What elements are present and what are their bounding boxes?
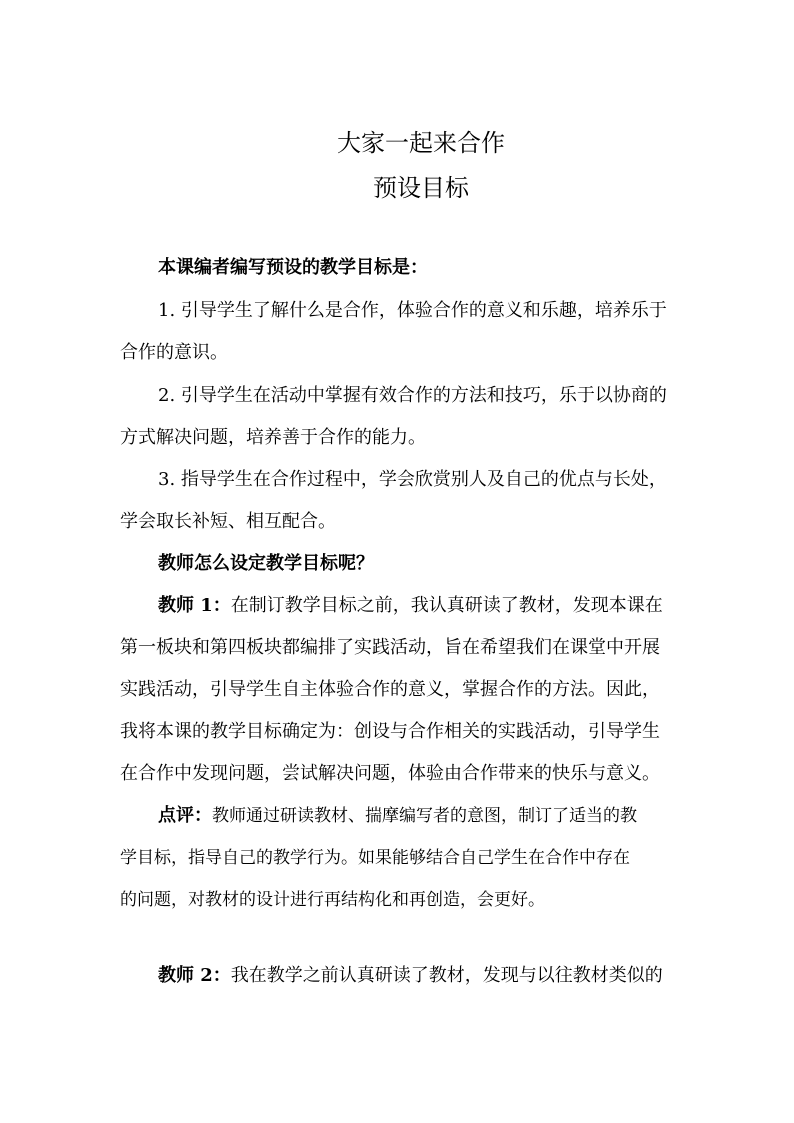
teacher1-line-3: 实践活动，引导学生自主体验合作的意义，掌握合作的方法。因此， [120, 679, 660, 700]
intro-heading: 本课编者编写预设的教学目标是： [158, 257, 428, 278]
goal-2-line-1: 2. 引导学生在活动中掌握有效合作的方法和技巧，乐于以协商的 [158, 385, 667, 406]
comment-text: 教师通过研读教材、揣摩编写者的意图，制订了适当的教 [212, 806, 637, 826]
teacher1-text: 在制订教学目标之前，我认真研读了教材，发现本课在 [230, 595, 663, 616]
goal-1-line-1: 1. 引导学生了解什么是合作，体验合作的意义和乐趣，培养乐于 [158, 300, 667, 321]
comment-line-1 [158, 804, 680, 828]
document-subtitle: 预设目标 [373, 174, 469, 202]
goal-3-line-1: 3. 指导学生在合作过程中，学会欣赏别人及自己的优点与长处， [158, 469, 667, 490]
document-title: 大家一起来合作 [337, 129, 505, 157]
comment-line-3: 的问题，对教材的设计进行再结构化和再创造，会更好。 [120, 890, 545, 910]
goal-1-line-2: 合作的意识。 [120, 342, 228, 363]
teacher2-label: 教师 2： [158, 965, 231, 986]
teacher1-line-1 [158, 594, 680, 618]
comment-label: 点评： [158, 805, 212, 826]
teacher2-line-1 [158, 964, 680, 988]
teacher1-line-2: 第一板块和第四板块都编排了实践活动，旨在希望我们在课堂中开展 [120, 637, 660, 658]
teacher2-text: 我在教学之前认真研读了教材，发现与以往教材类似的 [230, 965, 663, 986]
teacher1-line-4: 我将本课的教学目标确定为：创设与合作相关的实践活动，引导学生 [120, 721, 660, 742]
goal-2-line-2: 方式解决问题，培养善于合作的能力。 [120, 427, 426, 448]
comment-line-2: 学目标，指导自己的教学行为。如果能够结合自己学生在合作中存在 [120, 848, 630, 868]
question-heading: 教师怎么设定教学目标呢？ [158, 553, 374, 574]
goal-3-line-2: 学会取长补短、相互配合。 [120, 511, 336, 532]
teacher1-line-5: 在合作中发现问题，尝试解决问题，体验由合作带来的快乐与意义。 [120, 763, 660, 784]
teacher1-label: 教师 1： [158, 595, 231, 616]
